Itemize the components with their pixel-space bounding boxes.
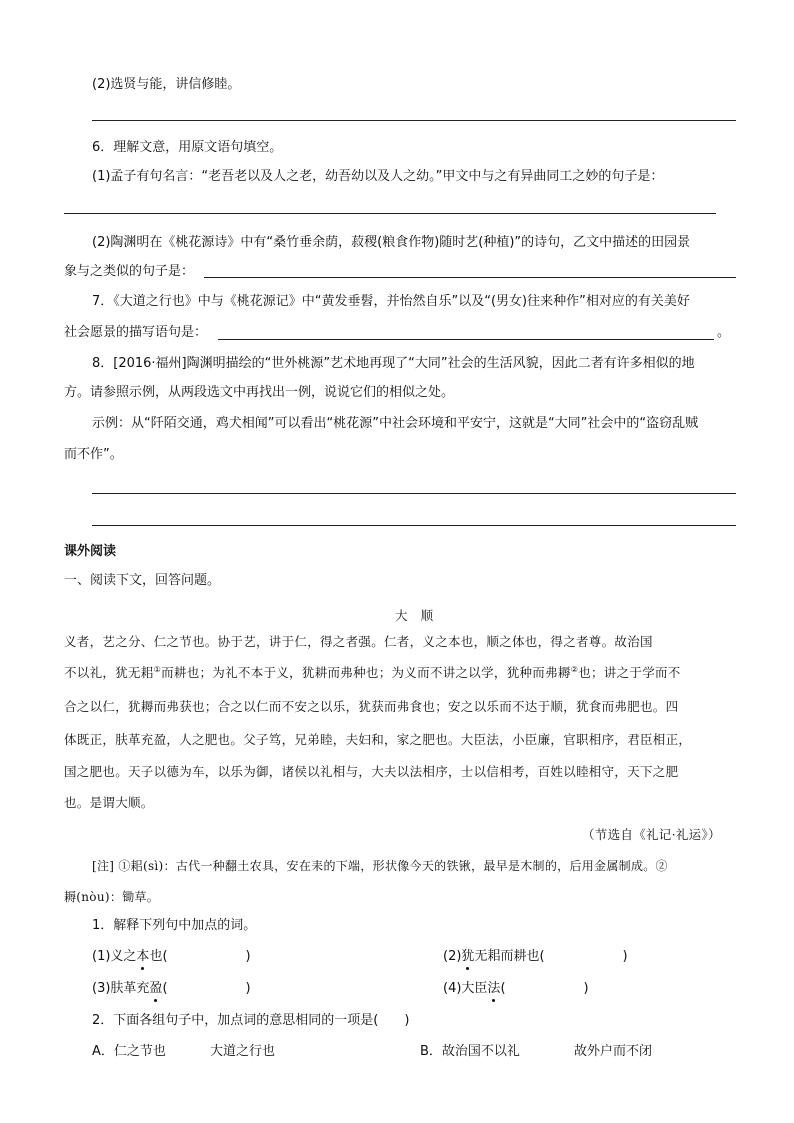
answer-line[interactable]: [92, 120, 736, 121]
q1-item-c: [92, 980, 251, 998]
passage-line-part: 而耕也；为礼不本于义，犹耕而弗种也；为义而不讲之以学，犹种而弗耨: [161, 665, 571, 680]
q1-text: ( ): [162, 981, 251, 996]
q8-example-line2: 而不作”。: [64, 447, 123, 462]
note-line2: 耨(nòu)：锄草。: [64, 890, 160, 904]
answer-line[interactable]: [92, 525, 736, 526]
dotted-word: 法: [487, 981, 501, 996]
dotted-word: 盈: [149, 981, 163, 996]
q1-text: ( ): [500, 981, 589, 996]
q2-stem: 2．下面各组句子中，加点词的意思相同的一项是( ): [92, 1013, 410, 1028]
q6-stem: 6．理解文意，用原文语句填空。: [92, 140, 283, 155]
passage-line: 义者，艺之分、仁之节也。协于艺，讲于仁，得之者强。仁者，义之本也，顺之体也，得之者尊。故治国: [64, 634, 653, 649]
q1-text: (3)肤革充: [92, 981, 150, 996]
footnote-marker-2: ②: [570, 664, 579, 674]
q1-item-b: [443, 948, 628, 966]
passage-line: 也。是谓大顺。: [64, 795, 154, 810]
passage-source: （节选自《礼记·礼运》）: [582, 827, 721, 842]
passage-title: 大 顺: [395, 608, 434, 623]
passage-line: 合之以仁，犹耨而弗获也；合之以仁而不安之以乐，犹获而弗食也；安之以乐而不达于顺，犹食而弗肥也。四: [64, 699, 679, 714]
q1-item-a: [92, 948, 251, 966]
q6-item2-line2: 象与之类似的句子是：: [64, 264, 195, 279]
dotted-word: 本: [136, 949, 150, 964]
note-line1: [注] ①耜(sì)：古代一种翻土农具，安在耒的下端，形状像今天的铁锹，最早是木制的，后用金属制成。②: [92, 859, 668, 873]
q1-stem: 1．解释下列句中加点的词。: [92, 918, 257, 933]
footnote-marker-1: ①: [153, 664, 162, 674]
passage-line: 体既正，肤革充盈，人之肥也。父子笃，兄弟睦，夫妇和，家之肥也。大臣法，小臣廉，官职相序，君臣相正，: [64, 732, 692, 747]
q8-line2: 方。请参照示例，从两段选文中再找出一例，说说它们的相似之处。: [64, 385, 455, 400]
q2-option-b-pair: 故外户而不闭: [574, 1044, 653, 1059]
passage-line: 国之肥也。天子以德为车，以乐为御，诸侯以礼相与，大夫以法相序，士以信相考，百姓以睦相守，天下之肥: [64, 764, 679, 779]
q6-item2-line1: (2)陶渊明在《桃花源诗》中有“桑竹垂余荫，菽稷(粮食作物)随时艺(种植)”的诗句，乙文中描述的田园景: [92, 235, 691, 250]
q2-option-b[interactable]: B．故治国不以礼: [420, 1044, 520, 1059]
q1-text: (4)大臣: [443, 981, 488, 996]
answer-line[interactable]: [64, 213, 716, 214]
q6-item1: (1)孟子有句名言：“老吾老以及人之老，幼吾幼以及人之幼。”甲文中与之有异曲同工之妙的句子是：: [92, 169, 664, 184]
passage-line-part: 不以礼，犹无耜: [64, 665, 154, 680]
q8-line1: 8．[2016·福州]陶渊明描绘的“世外桃源”艺术地再现了“大同”社会的生活风貌，因此二者有许多相似的地: [92, 356, 695, 371]
q1-text: (2): [443, 949, 462, 964]
q1-text: 无耜而耕也( ): [474, 949, 628, 964]
answer-line[interactable]: [92, 493, 736, 494]
q1-item-d: [443, 980, 589, 998]
passage-line-part: 也；讲之于学而不: [578, 665, 681, 680]
section-instruction: 一、阅读下文，回答问题。: [64, 573, 221, 588]
q5-item2: (2)选贤与能，讲信修睦。: [92, 77, 241, 92]
q7-line1: 7．《大道之行也》中与《桃花源记》中“黄发垂髫，并怡然自乐”以及“(男女)往来种作”相对应的有关美好: [92, 294, 690, 309]
answer-line[interactable]: [218, 339, 714, 340]
q2-option-a[interactable]: A．仁之节也: [92, 1044, 166, 1059]
dotted-word: 犹: [461, 949, 475, 964]
q1-text: (1)义之: [92, 949, 137, 964]
q1-text: 也( ): [149, 949, 251, 964]
answer-line[interactable]: [204, 277, 736, 278]
q7-end: 。: [717, 325, 731, 340]
q2-option-a-pair: 大道之行也: [210, 1044, 276, 1059]
q8-example-line1: 示例：从“阡陌交通，鸡犬相闻”可以看出“桃花源”中社会环境和平安宁，这就是“大同”社会中的“盗窃乱贼: [92, 416, 699, 431]
section-title: 课外阅读: [64, 544, 117, 559]
q7-line2: 社会愿景的描写语句是：: [64, 325, 208, 340]
passage-line: [64, 664, 681, 682]
